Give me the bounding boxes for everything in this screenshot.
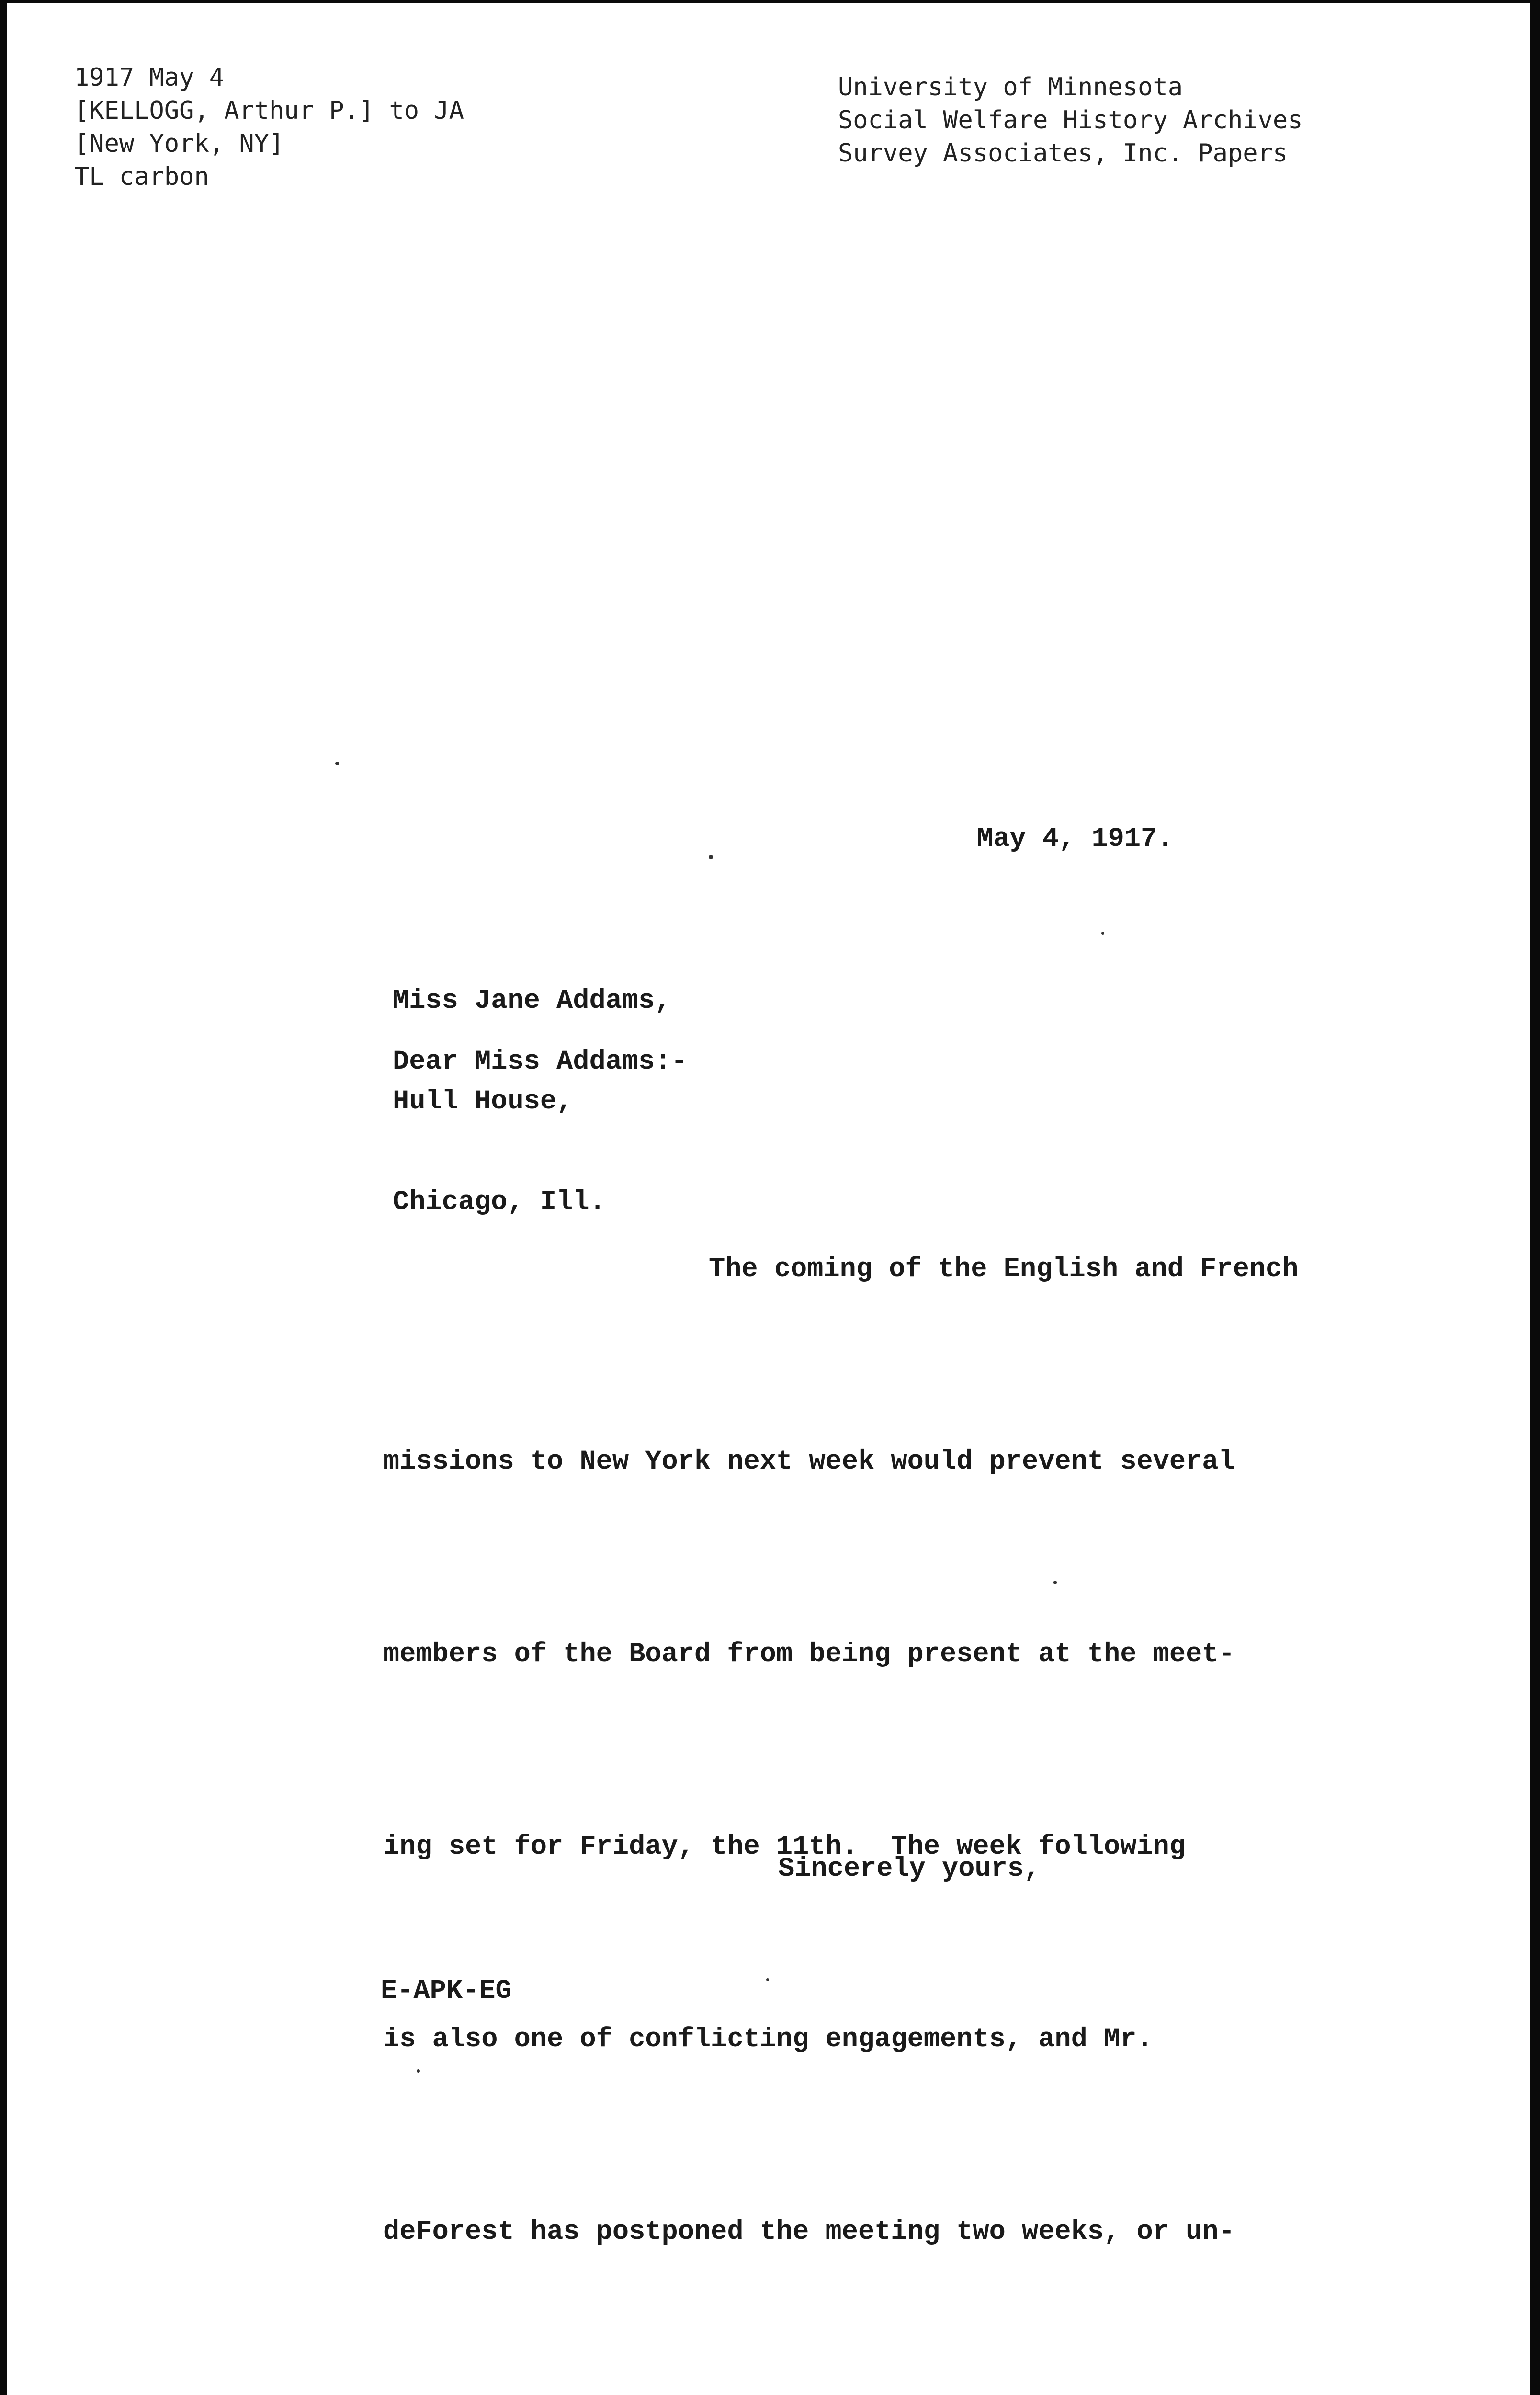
repository-archive: Social Welfare History Archives	[838, 106, 1303, 135]
body-line	[383, 2393, 1298, 2395]
scan-speck	[766, 1978, 769, 1981]
scan-speck	[1053, 1581, 1057, 1584]
salutation: Dear Miss Addams:-	[393, 1047, 688, 1077]
body-line: members of the Board from being present at the meet-	[383, 1639, 1235, 1670]
typist-initials: E-APK-EG	[381, 1976, 512, 2007]
closing: Sincerely yours,	[778, 1854, 1041, 1884]
scan-border-right	[1530, 0, 1540, 2395]
scan-speck	[1101, 932, 1104, 935]
body-line: missions to New York next week would prevent several	[383, 1447, 1235, 1477]
archive-citation	[74, 61, 464, 194]
scan-speck	[417, 2069, 420, 2073]
recipient-house: Hull House,	[393, 1086, 573, 1117]
archive-repository	[838, 71, 1303, 170]
body-line: The coming of the English and French	[709, 1254, 1299, 1285]
body-line: deForest has postponed the meeting two weeks, or un-	[383, 2217, 1235, 2247]
repository-collection: Survey Associates, Inc. Papers	[838, 139, 1288, 168]
recipient-name: Miss Jane Addams,	[393, 986, 671, 1016]
recipient-city: Chicago, Ill.	[393, 1187, 606, 1218]
citation-date: 1917 May 4	[74, 63, 225, 92]
letter-body	[383, 1109, 1298, 2395]
scan-border-left	[0, 0, 7, 2395]
scan-border-top	[0, 0, 1540, 3]
citation-correspondents: [KELLOGG, Arthur P.] to JA	[74, 96, 464, 125]
scan-speck	[335, 762, 339, 765]
citation-place: [New York, NY]	[74, 129, 284, 158]
body-line: is also one of conflicting engagements, and Mr.	[383, 2024, 1153, 2055]
citation-format: TL carbon	[74, 162, 209, 191]
body-line: ing set for Friday, the 11th. The week following	[383, 1832, 1186, 1862]
repository-university: University of Minnesota	[838, 73, 1183, 102]
scan-speck	[709, 855, 713, 859]
letter-date: May 4, 1917.	[977, 824, 1174, 855]
